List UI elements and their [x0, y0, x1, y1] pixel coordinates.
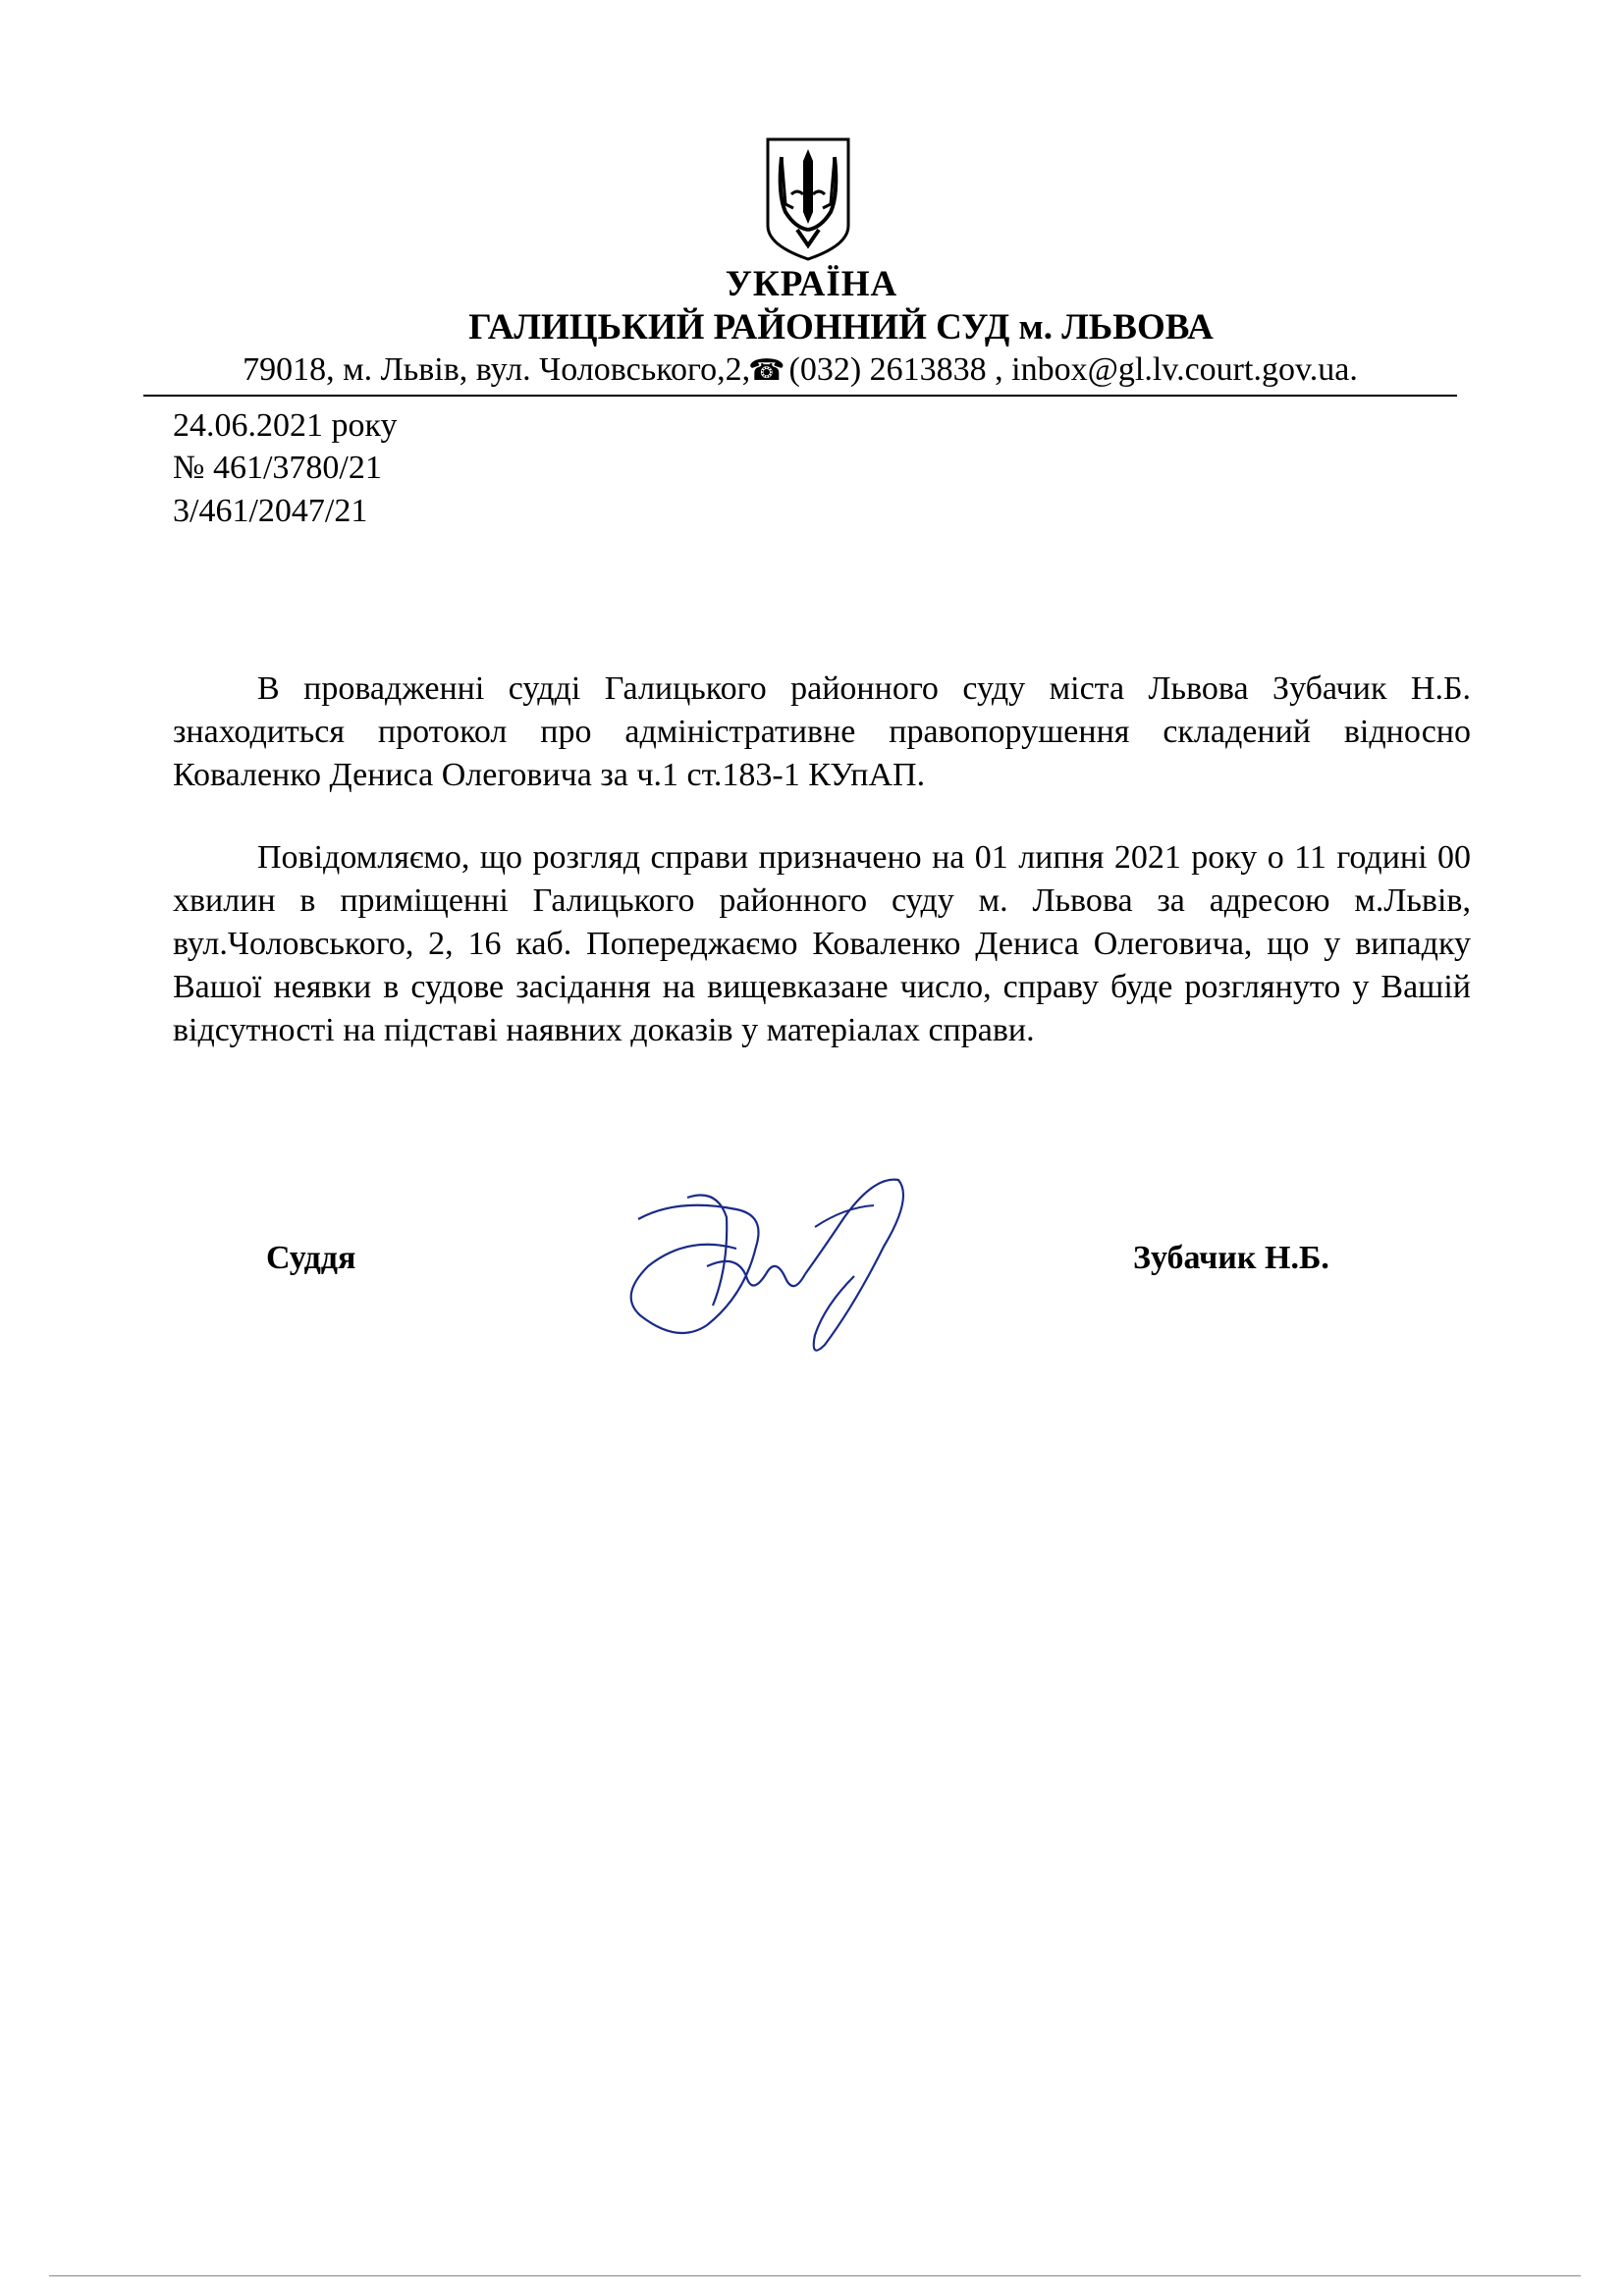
page-bottom-line: [49, 2275, 1581, 2276]
letter-number: № 461/3780/21: [173, 450, 382, 486]
handwritten-signature: [619, 1158, 943, 1355]
signer-title: Суддя: [266, 1240, 356, 1276]
paragraph-text: Повідомляємо, що розгляд справи призначено на 01 липня 2021 року о 11 годині 00 хвилин в приміщенні Галицького районного суду м. Львова за адресою м.Львів, вул.Чоловського, 2, 16 каб. Попереджаємо Коваленко Дениса Олеговича, що у випадку Вашої неявки в судове засідання на вищевказане число, справу буде розглянуто у Вашій відсутності на підставі наявних доказів у матеріалах справи.: [173, 839, 1471, 1048]
body-paragraph-1: [173, 667, 1471, 797]
letter-date: 24.06.2021 року: [173, 407, 398, 444]
address-street: 79018, м. Львів, вул. Чоловського,2,: [243, 351, 751, 388]
header-divider: [143, 395, 1457, 397]
address-contacts: (032) 2613838 , inbox@gl.lv.court.gov.ua.: [788, 351, 1358, 388]
case-number: 3/461/2047/21: [173, 493, 368, 529]
court-address: [147, 351, 1453, 389]
court-title: ГАЛИЦЬКИЙ РАЙОННИЙ СУД м. ЛЬВОВА: [468, 307, 1214, 347]
country-title: УКРАЇНА: [725, 264, 898, 304]
body-paragraph-2: [173, 836, 1471, 1052]
telephone-icon: ☎: [748, 354, 785, 387]
signer-name: Зубачик Н.Б.: [1133, 1240, 1329, 1276]
trident-emblem-icon: [762, 135, 854, 263]
paragraph-text: В провадженні судді Галицького районного суду міста Львова Зубачик Н.Б. знаходиться протокол про адміністративне правопорушення складений відносно Коваленко Дениса Олеговича за ч.1 ст.183-1 КУпАП.: [173, 670, 1471, 793]
